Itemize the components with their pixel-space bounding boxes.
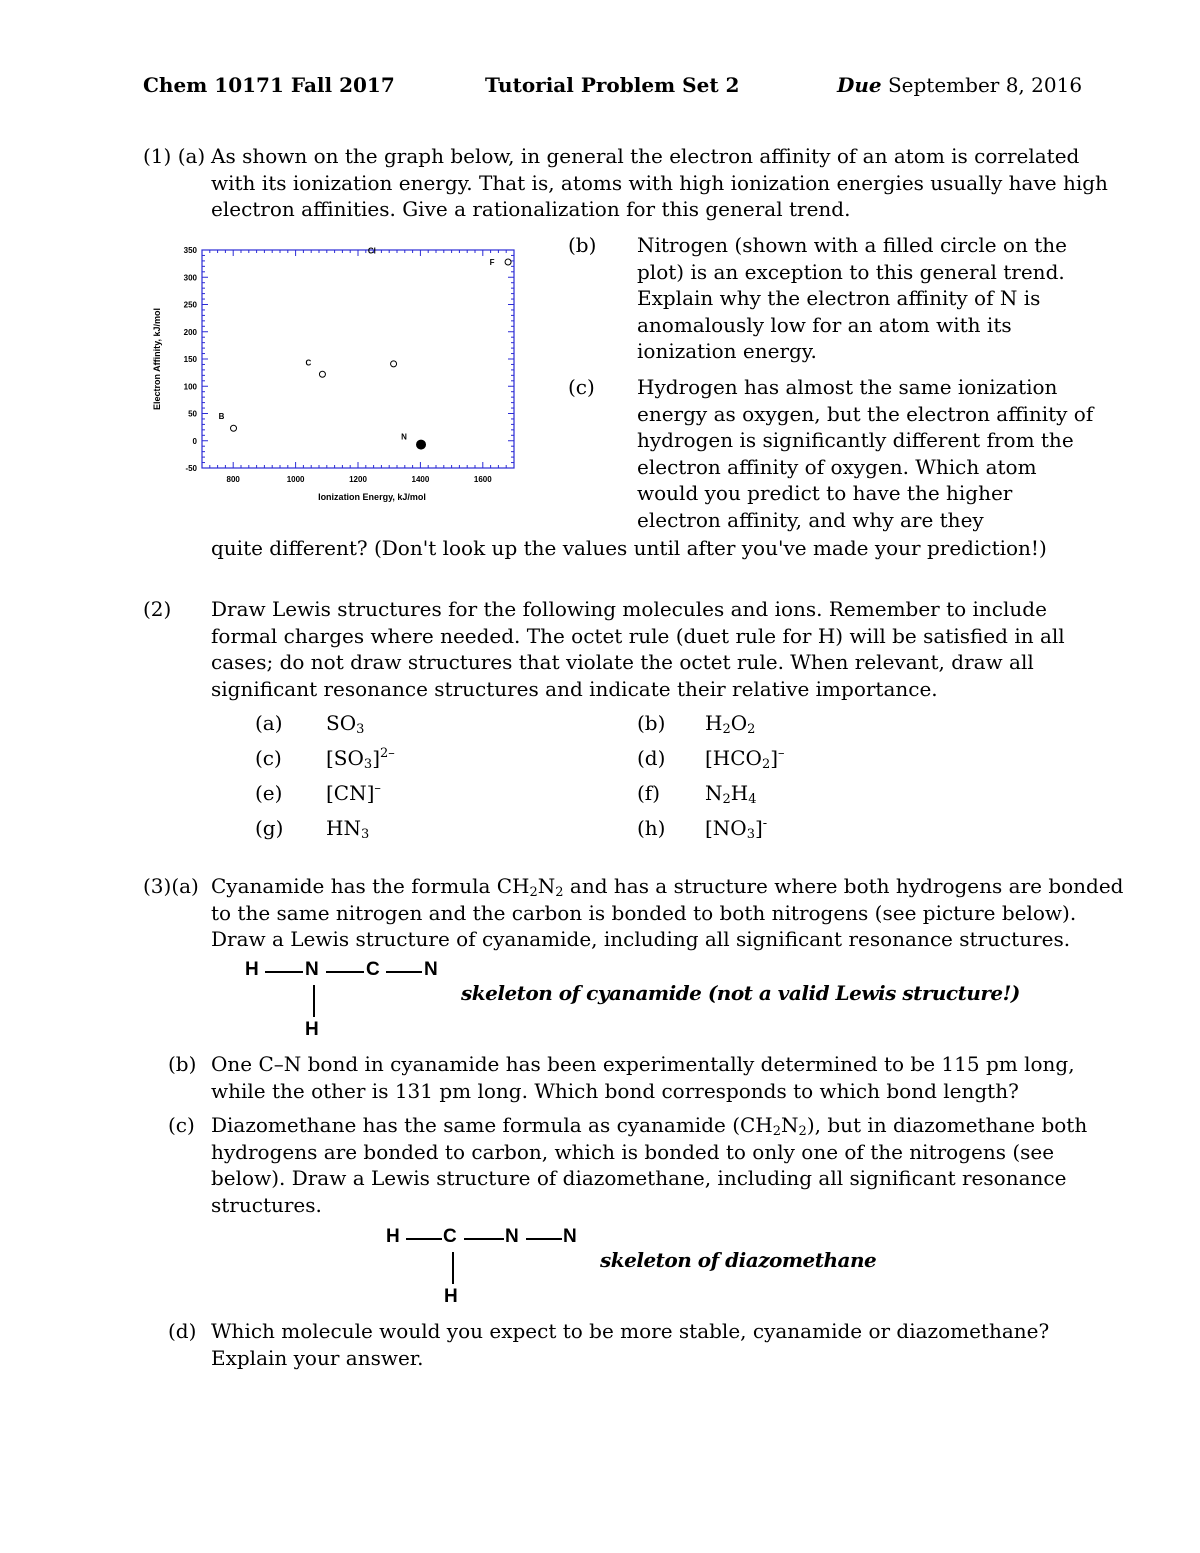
q1b-line: Explain why the electron affinity of N is xyxy=(637,286,1041,310)
x-tick-label: 1400 xyxy=(411,475,430,484)
formula-part: [CN] xyxy=(326,781,375,805)
y-tick-label: 250 xyxy=(183,300,197,310)
item-formula xyxy=(705,781,757,805)
atom-h: H xyxy=(305,1019,319,1040)
point-label: B xyxy=(218,412,225,422)
item-label: (f) xyxy=(637,781,661,805)
text-part: N xyxy=(537,874,556,898)
atom-n: N xyxy=(563,1226,577,1247)
q3a-line: Draw a Lewis structure of cyanamide, including all significant resonance structures. xyxy=(211,927,1071,951)
text-part: ), but in diazomethane both xyxy=(806,1113,1088,1137)
item-formula xyxy=(326,781,381,805)
bond-line xyxy=(406,1238,442,1240)
atom-c: C xyxy=(443,1226,457,1247)
formula-sub: 3 xyxy=(746,827,755,842)
q3d-text xyxy=(211,1318,1049,1371)
q3a-line xyxy=(211,873,1123,900)
bond-line xyxy=(386,971,422,973)
plot-frame xyxy=(202,250,514,468)
cyanamide-skeleton xyxy=(240,955,460,1045)
x-tick-label: 800 xyxy=(226,475,240,484)
y-tick-label: 50 xyxy=(188,409,197,419)
q1-number xyxy=(143,143,205,170)
formula-sup: – xyxy=(778,746,785,761)
q3c-line xyxy=(211,1112,1087,1139)
atom-h: H xyxy=(386,1226,400,1247)
y-axis-label: Electron Affinity, kJ/mol xyxy=(152,307,162,411)
formula-sup: - xyxy=(762,816,768,831)
formula-sup: 2– xyxy=(380,746,395,761)
q1a-text xyxy=(211,143,1108,223)
q3a-text xyxy=(211,873,1123,953)
formula-part: SO xyxy=(326,711,357,735)
formula-sub: 3 xyxy=(360,827,370,842)
q1c-tail: quite different? (Don't look up the values until after you've made your prediction!) xyxy=(211,536,1047,560)
q2-item-a xyxy=(255,711,365,737)
y-tick-label: 200 xyxy=(183,327,197,337)
item-formula xyxy=(326,816,369,840)
q3-number: (3)(a) xyxy=(143,874,199,898)
atom-c: C xyxy=(366,959,380,980)
formula-sub: 2 xyxy=(529,885,538,900)
x-axis-label: Ionization Energy, kJ/mol xyxy=(318,492,426,502)
q1c-line: hydrogen is significantly different from the xyxy=(637,428,1074,452)
data-points xyxy=(219,247,511,450)
formula-sub: 2 xyxy=(555,885,564,900)
bond-line xyxy=(265,971,303,973)
atom-h: H xyxy=(245,959,259,980)
formula-sub: 2 xyxy=(798,1124,807,1139)
q3c-text xyxy=(211,1112,1087,1218)
item-label: (e) xyxy=(255,781,283,805)
item-formula xyxy=(705,746,785,770)
point-label: C xyxy=(305,358,312,368)
ea-vs-ie-chart xyxy=(140,238,530,508)
formula-part: H xyxy=(730,781,749,805)
q2-item-h xyxy=(637,816,768,842)
cyanamide-caption: skeleton of cyanamide (not a valid Lewis structure!) xyxy=(461,981,1020,1005)
point-label: F xyxy=(489,257,495,267)
item-formula xyxy=(705,816,767,840)
formula-sub: 2 xyxy=(761,757,771,772)
x-tick-labels xyxy=(227,475,493,484)
axis-ticks xyxy=(202,250,514,468)
formula-part: O xyxy=(730,711,748,735)
q1b-label: (b) xyxy=(568,233,597,257)
q1c-text xyxy=(637,374,1093,533)
q1c-line: energy as oxygen, but the electron affinity of xyxy=(637,401,1094,426)
due-label: Due xyxy=(837,73,882,97)
y-tick-label: 100 xyxy=(183,382,197,392)
atom-n: N xyxy=(305,959,319,980)
formula-part: [HCO xyxy=(705,746,762,770)
q2-item-d xyxy=(637,746,785,772)
atom-n: N xyxy=(424,959,438,980)
bond-line xyxy=(326,971,364,973)
formula-sub: 3 xyxy=(356,722,365,737)
formula-part: H xyxy=(705,711,723,735)
bond-line xyxy=(526,1238,562,1240)
q3c-line: hydrogens are bonded to carbon, which is bonded to only one of the nitrogens (see xyxy=(211,1139,1055,1164)
text-part: and has a structure where both hydrogens are bonded xyxy=(563,874,1124,898)
formula-sub: 2 xyxy=(722,792,731,807)
text-part: Diazomethane has the same formula as cyanamide (CH xyxy=(211,1113,773,1137)
x-tick-label: 1600 xyxy=(473,475,492,484)
q3b-line: One C–N bond in cyanamide has been experimentally determined to be 115 pm long, xyxy=(211,1052,1075,1076)
q2-item-c xyxy=(255,746,395,772)
x-tick-label: 1000 xyxy=(286,475,305,484)
formula-sub: 2 xyxy=(772,1124,782,1139)
bond-line xyxy=(313,985,315,1017)
formula-sub: 3 xyxy=(363,757,373,772)
formula-part: ] xyxy=(770,746,779,770)
formula-part: HN xyxy=(326,816,361,840)
q2-item-g xyxy=(255,816,370,842)
due-date-line xyxy=(837,73,1082,97)
open-point xyxy=(391,361,397,367)
formula-sub: 2 xyxy=(722,722,731,737)
y-tick-label: -50 xyxy=(185,464,197,473)
q1b-line: anomalously low for an atom with its xyxy=(637,312,1012,337)
q2-item-e xyxy=(255,781,381,805)
atom-n: N xyxy=(505,1226,519,1247)
q3c-line: below). Draw a Lewis structure of diazomethane, including all significant resonance xyxy=(211,1166,1067,1190)
q1-num: (1) xyxy=(143,144,172,168)
formula-sub: 2 xyxy=(747,722,756,737)
course-name: Chem 10171 Fall 2017 xyxy=(143,73,395,97)
q1a-line: As shown on the graph below, in general the electron affinity of an atom is correlated xyxy=(211,144,1080,168)
problem-set-title: Tutorial Problem Set 2 xyxy=(485,73,740,97)
item-label: (d) xyxy=(637,746,666,770)
q2-line: Draw Lewis structures for the following molecules and ions. Remember to include xyxy=(211,597,1047,621)
q3b-text xyxy=(211,1051,1075,1104)
q1a-label: (a) xyxy=(177,144,206,168)
q3d-line: Explain your answer. xyxy=(211,1345,424,1370)
point-label: N xyxy=(401,432,407,442)
open-point xyxy=(231,425,237,431)
q2-text xyxy=(211,596,1065,702)
text-part: N xyxy=(781,1113,799,1137)
diazomethane-skeleton xyxy=(381,1222,601,1312)
q2-item-b xyxy=(637,711,756,737)
due-date: September 8, 2016 xyxy=(887,73,1083,97)
item-label: (b) xyxy=(637,711,666,735)
formula-part: N xyxy=(705,781,723,805)
item-label: (g) xyxy=(255,816,284,840)
q1b-line: Nitrogen (shown with a filled circle on the xyxy=(637,233,1067,257)
q2-line: formal charges where needed. The octet rule (duet rule for H) will be satisfied in all xyxy=(211,623,1065,648)
q2-item-f xyxy=(637,781,757,807)
q1b-line: ionization energy. xyxy=(637,339,817,363)
q3d-line: Which molecule would you expect to be more stable, cyanamide or diazomethane? xyxy=(211,1319,1050,1343)
y-tick-label: 300 xyxy=(183,273,197,283)
item-label: (a) xyxy=(255,711,283,735)
item-formula xyxy=(326,711,364,735)
filled-point xyxy=(417,440,426,449)
point-label: Cl xyxy=(367,246,376,256)
formula-part: [SO xyxy=(326,746,364,770)
q1c-line: Hydrogen has almost the same ionization xyxy=(637,375,1058,399)
y-tick-labels xyxy=(184,246,198,473)
y-tick-label: 350 xyxy=(183,246,197,255)
q3c-line: structures. xyxy=(211,1192,322,1217)
q1b-text xyxy=(637,232,1067,365)
open-point xyxy=(505,259,511,265)
q3b-line: while the other is 131 pm long. Which bond corresponds to which bond length? xyxy=(211,1078,1019,1103)
formula-part: [NO xyxy=(705,816,747,840)
q3d-label: (d) xyxy=(168,1319,197,1343)
atom-h: H xyxy=(444,1286,458,1307)
y-tick-label: 150 xyxy=(183,355,197,364)
item-label: (c) xyxy=(255,746,282,770)
y-tick-label: 0 xyxy=(192,436,197,446)
q1a-line: electron affinities. Give a rationalization for this general trend. xyxy=(211,197,851,221)
q3b-label: (b) xyxy=(168,1052,197,1076)
q1a-line: with its ionization energy. That is, atoms with high ionization energies usually have high xyxy=(211,170,1108,195)
q1c-line: would you predict to have the higher xyxy=(637,481,1013,505)
q2-line: cases; do not draw structures that violate the octet rule. When relevant, draw all xyxy=(211,650,1034,674)
formula-part: ] xyxy=(754,816,763,840)
q2-line: significant resonance structures and indicate their relative importance. xyxy=(211,676,938,701)
item-formula xyxy=(705,711,755,735)
formula-sub: 4 xyxy=(748,792,757,807)
q1c-line: electron affinity of oxygen. Which atom xyxy=(637,454,1037,479)
text-part: Cyanamide has the formula CH xyxy=(211,874,530,898)
x-tick-label: 1200 xyxy=(349,475,367,484)
item-formula xyxy=(326,746,395,770)
diazomethane-caption: skeleton of diazomethane xyxy=(600,1248,877,1272)
item-label: (h) xyxy=(637,816,666,840)
open-point xyxy=(319,371,325,377)
q3a-line: to the same nitrogen and the carbon is bonded to both nitrogens (see picture below). xyxy=(211,900,1077,925)
bond-line xyxy=(464,1238,504,1240)
q1c-line: electron affinity, and why are they xyxy=(637,507,984,532)
q1b-line: plot) is an exception to this general trend. xyxy=(637,259,1065,284)
formula-part: ] xyxy=(372,746,380,770)
bond-line xyxy=(452,1252,454,1284)
q3c-label: (c) xyxy=(168,1113,195,1137)
q2-number: (2) xyxy=(143,597,172,621)
q1c-label: (c) xyxy=(568,375,595,399)
formula-sup: – xyxy=(374,781,381,796)
